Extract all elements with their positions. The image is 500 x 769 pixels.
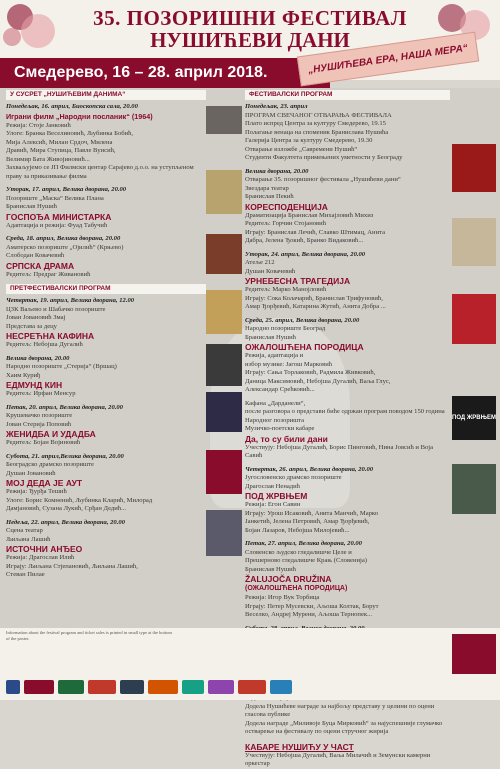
event-line: Бојан Лазаров, Небојша Милојевић...: [245, 526, 350, 534]
event-line: Отварање изложбе „Савремени Нушић“: [245, 145, 358, 153]
event-line: Играју: Сања Торлаковић, Радмила Живковић,: [245, 369, 376, 376]
sponsor-logo: [58, 680, 84, 694]
event-line: Душан Јовановић: [6, 469, 56, 477]
event-title: КАБАРЕ НУШИЋУ У ЧАСТ: [245, 741, 354, 752]
section-header: ФЕСТИВАЛСКИ ПРОГРАМ: [245, 90, 450, 100]
event-line: Редитељ: Марко Манојловић: [245, 286, 327, 293]
event-line: Драгослав Ненадић: [245, 482, 300, 490]
event-line: Дамјановић, Сузана Лукић, Срђан Дедић...: [6, 505, 127, 512]
sponsor-logo: [120, 680, 144, 694]
event-line: Учествују: Небојша Дугалић, Ваља Милачић и Земунски камерни: [245, 751, 431, 759]
right-column: [245, 88, 450, 767]
event-line: Режија: Ђурђа Тешић: [6, 488, 67, 495]
event-title: ОЖАЛОШЋЕНА ПОРОДИЦА: [245, 342, 364, 352]
event: [6, 297, 206, 350]
event-title: МОЈ ДЕДА ЈЕ АУТ: [6, 478, 83, 488]
event-line: Београдско драмско позориште: [6, 461, 94, 468]
sponsor-logo: [270, 680, 292, 694]
event-line: Слободан Ковачевић: [6, 252, 65, 259]
event-line: Режија, адаптација и: [245, 352, 304, 359]
section-header: ПРЕТФЕСТИВАЛСКИ ПРОГРАМ: [6, 284, 206, 294]
dates-banner: Смедерево, 16 – 28. април 2018.: [0, 58, 330, 88]
event-line: Играју: Љиљана Стјепановић, Љиљана Лашић,: [6, 562, 138, 570]
event-line: Бранислав Нушић: [245, 565, 296, 573]
event-subtitle: (ОЖАЛОШЋЕНА ПОРОДИЦА): [245, 585, 348, 592]
event-line: Александар Срећковић...: [245, 386, 315, 393]
section-header: У СУСРЕТ „НУШИЋЕВИМ ДАНИМА“: [6, 90, 206, 100]
event-line: Амар Ђорђевић, Катарина Жутић, Анита Добра ...: [245, 303, 386, 310]
event-line: Аматерско позориште „Ојилић“ (Крњево): [6, 243, 124, 251]
event-date: Уторак, 17. април, Велика дворана, 20.00: [6, 186, 127, 193]
event-line: Атеље 212: [245, 259, 275, 266]
event-line: Редитељ: Предраг Живановић: [6, 270, 91, 278]
event-line: Стеван Пилае: [6, 571, 45, 578]
event: [245, 103, 450, 163]
event-line: Играју: Урош Исаковић, Анита Манчић, Марко: [245, 509, 379, 517]
event-line: Играју: Сока Колачарић, Бранислав Трифуновић,: [245, 294, 383, 302]
event-line: Редитељ: Бојан Војиновић: [6, 439, 81, 446]
event-date: Понедељак, 16. април, Биоскопска сала, 20.00: [6, 103, 138, 110]
event-line: Веселко, Андреј Мурени, Аљоша Тернопек...: [245, 611, 373, 618]
event-date: Петак, 27. април, Велика дворана, 20.00: [245, 540, 362, 547]
event-date: Четвртак, 26. април, Велика дворана, 20.00: [245, 465, 374, 473]
event-date: Субота, 21. април,Велика дворана, 20.00: [6, 452, 124, 460]
festival-title: 35. ПОЗОРИШНИ ФЕСТИВАЛ: [93, 6, 407, 30]
event-line: Мија Алексић, Милан Срдоч, Милена: [6, 138, 113, 146]
event-line: гласова публике: [245, 711, 291, 718]
sponsor-logo: [238, 680, 266, 694]
event-title: ЖЕНИДБА И УДАДБА: [6, 429, 96, 439]
event: [245, 466, 450, 536]
event-date: Недеља, 22. април, Велика дворана, 20.00: [6, 518, 125, 526]
poster-image: [206, 170, 242, 214]
event: [6, 519, 206, 580]
poster-image: [206, 344, 242, 386]
event-line: Љиљана Лашић: [6, 535, 51, 543]
sponsor-logo: [88, 680, 116, 694]
poster-image: [206, 510, 242, 556]
event-line: Дравић, Мира Ступица, Павле Вуисић,: [6, 147, 116, 154]
event-line: Отварање 35. позоришног фестивала „Нушићеви дани“: [245, 176, 401, 183]
poster-image: [452, 294, 496, 344]
event-line: Режија: Егон Савин: [245, 501, 301, 508]
event-line: Кафана „Дарданели“,: [245, 399, 306, 407]
event-line: Редитељ: Горчин Стојановић: [245, 220, 326, 227]
event-title: НЕСРЕЋНА КАФИНА: [6, 331, 95, 341]
event: [6, 103, 206, 181]
event-line: Режија: Игор Вук Торбица: [245, 594, 320, 601]
event: [245, 317, 450, 395]
event-line: Улоге: Бранка Веселиновић, Љубинка Бобић,: [6, 130, 134, 137]
sponsor-logo: [148, 680, 178, 694]
event-title: СРПСКА ДРАМА: [6, 260, 75, 271]
event-date: Среда, 25. април, Велика дворана, 20.00: [245, 316, 360, 324]
event-line: остварење на фестивалу по оцени стручног жирија: [245, 728, 389, 735]
event-line: Јован Стерија Поповић: [6, 420, 72, 428]
event-line: Хаим Куриђ: [6, 371, 41, 379]
poster-image: [452, 634, 496, 674]
event-line: Галерија Центра за културу Смедерево, 19.30: [245, 137, 373, 144]
event-line: Словенско људско гледалишче Целе и: [245, 548, 352, 556]
event-line: Додела Нушићеве награде за најбољу представу у целини по оцени: [245, 702, 435, 710]
event-line: Захваљујемо се ЈП Филмски центар Сарајево д.о.о. на уступљеном: [6, 164, 194, 171]
left-thumbnails: [206, 88, 242, 628]
right-thumbnails: [452, 88, 496, 628]
event-line: Народно позориште Београд: [245, 325, 326, 332]
event-line: Адаптација и режија: Фуад Табучић: [6, 221, 108, 229]
event-line: Полагање венаца на споменик Бранислава Нушића: [245, 128, 389, 136]
event-title: УРНЕБЕСНА ТРАГЕДИЈА: [245, 276, 351, 286]
event-title: ГОСПОЂА МИНИСТАРКА: [6, 211, 112, 222]
event-line: Играју: Петер Мусевски, Аљоша Колтак, Борут: [245, 602, 379, 610]
poster-footer: [0, 628, 500, 700]
event-line: Драматизација Бранислав Михајловић Михиз: [245, 211, 374, 219]
event: [245, 400, 450, 461]
event: [6, 186, 206, 230]
event-line: Народно позориште „Стерија“ (Вршац): [6, 363, 117, 370]
event-title: ПОД ЖРВЊЕМ: [245, 491, 308, 501]
event-line: Дабра, Јелена Ђокић, Бранко Видаковић...: [245, 237, 364, 244]
event-line: Бранислав Нушић: [6, 203, 57, 210]
coat-of-arms-icon: [6, 680, 20, 694]
event-line: Бранислав Пекић: [245, 193, 294, 200]
event-line: Велимир Бата Живојиновић...: [6, 155, 90, 163]
event-line: Режија: Стоје Јанковић: [6, 121, 71, 129]
event-date: Понедељак, 23. април: [245, 103, 308, 110]
sponsor-logo: [208, 680, 234, 694]
festival-subtitle: НУШИЋЕВИ ДАНИ: [150, 28, 350, 52]
poster-image: ПОД ЖРВЊЕМ: [452, 396, 496, 440]
event-date: Четвртак, 19. април, Велика дворана, 12.00: [6, 297, 135, 304]
event-date: Петак, 20. април, Велика дворана, 20.00: [6, 403, 123, 411]
sponsor-logo: [24, 680, 54, 694]
event-title: Да, то су били дани: [245, 433, 328, 444]
event-line: Режија: Драгослав Илић: [6, 554, 75, 561]
event: [245, 540, 450, 620]
event-line: оркестар: [245, 760, 270, 767]
slogan-badge: „НУШИЋЕВА ЕРА, НАША МЕРА“: [297, 32, 479, 87]
left-column: [6, 88, 206, 628]
event-title: ИСТОЧНИ АНЂЕО: [6, 544, 83, 554]
poster-image: [206, 234, 242, 274]
event-line: Јанкетић, Јелена Петровић, Амар Ђорђевић,: [245, 518, 370, 525]
event-date: Велика дворана, 20.00: [6, 354, 70, 362]
event-line: Редитељ: Ирфан Менсур: [6, 390, 76, 397]
event-line: Крушевачко позориште: [6, 412, 73, 419]
event: [6, 453, 206, 514]
event-line: Даница Максимовић, Небојша Дугалић, Ваља Глус,: [245, 377, 391, 385]
event-line: Учествују: Небојша Дугалић, Борис Пинговић, Нина Јовсић и Воја Савић: [245, 443, 434, 459]
poster-image: [206, 392, 242, 432]
event-line: Звездара театар: [245, 184, 289, 192]
event-line: Студенти Факултета примењених уметности у Београду: [245, 154, 403, 161]
event: [245, 168, 450, 246]
event-line: Играју: Бранислав Лечић, Славко Штимац, Анита: [245, 228, 386, 236]
event-line: Додела награде „Миливоје Буца Мирковић“ за најуспешније глумачко: [245, 719, 443, 727]
event-line: Бранислав Нушић: [245, 333, 296, 341]
event-line: Сцена театар: [6, 527, 43, 534]
poster-image: [452, 144, 496, 192]
event-line: Позориште „Маска“ Велика Плана: [6, 194, 104, 202]
event: [6, 404, 206, 448]
footer-small-print: Information about the festival program and ticket sales is printed in small type at the bottom of the poster.: [6, 630, 172, 641]
event-line: Народног позоришта: [245, 416, 305, 424]
sponsor-logos: [6, 676, 494, 698]
event-line: Јован Јовановић Змај: [6, 314, 66, 321]
event-date: Велика дворана, 20.00: [245, 167, 309, 175]
event-line: Прешерново гледалишче Крањ (Словенија): [245, 557, 367, 564]
event: [6, 235, 206, 279]
event-line: Југословенско драмско позориште: [245, 474, 342, 481]
poster-image: [452, 218, 496, 266]
poster-image: [206, 290, 242, 334]
event: [6, 355, 206, 399]
event-line: избор музике: Јагош Марковић: [245, 360, 333, 368]
event-line: Душан Ковачевић: [245, 267, 296, 275]
event-line: после разговора о представи биће одржан програм поводом 150 година: [245, 408, 445, 415]
event-title: ЕДМУНД КИН: [6, 380, 63, 390]
event-title: КОРЕСПОДЕНЦИЈА: [245, 201, 328, 212]
event-date: Среда, 18. април, Велика дворана, 20.00: [6, 235, 121, 242]
event-line: Плато испред Центра за културу Смедерево, 19.15: [245, 120, 386, 127]
event-line: Представа за децу: [6, 322, 57, 330]
event-title: ŽALUJOČA DRUŽINA: [245, 574, 332, 584]
event: [245, 251, 450, 312]
event-line: ПРОГРАМ СВЕЧАНОГ ОТВАРАЊА ФЕСТИВАЛА: [245, 111, 392, 119]
event-title: Играни филм „Народни посланик“ (1964): [6, 111, 153, 121]
film-still-image: [206, 106, 242, 134]
event-line: Музичко-поетски кабаре: [245, 425, 315, 432]
event-date: Уторак, 24. април, Велика дворана, 20.00: [245, 250, 366, 258]
sponsor-logo: [182, 680, 204, 694]
event-line: Улоге: Борис Комненић, Љубинка Кларић, Милорад: [6, 496, 153, 504]
event: [245, 742, 450, 769]
event-line: Редитељ: Небојша Дугалић: [6, 341, 83, 348]
event-line: ЦЗК Ваљево и Шабачко позориште: [6, 305, 106, 313]
poster-image: [206, 450, 242, 494]
event-line: праву за приказивање филма: [6, 172, 87, 180]
poster-image: [452, 464, 496, 514]
